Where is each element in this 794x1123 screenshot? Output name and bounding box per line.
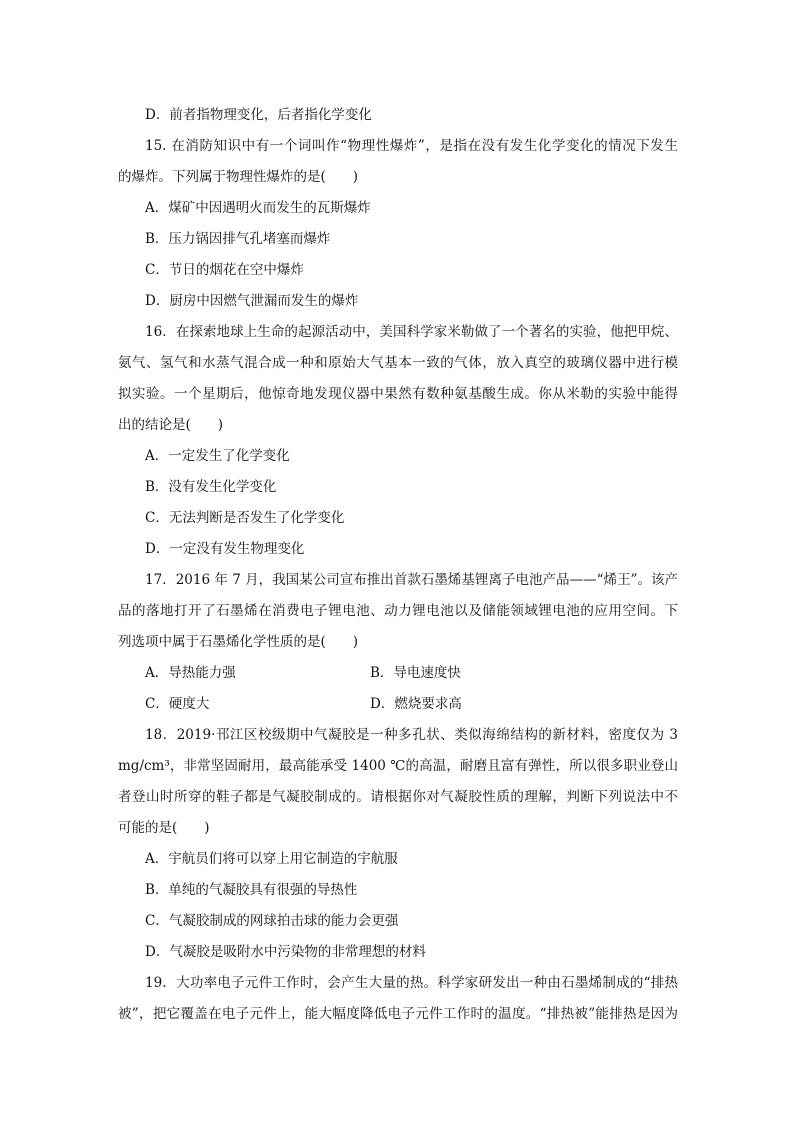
- q18-stem-line-4: 可能的是( ): [118, 820, 210, 836]
- q17-option-d: D．燃烧要求高: [370, 696, 462, 712]
- q18-stem-line-3: 者登山时所穿的鞋子都是气凝胶制成的。请根据你对气凝胶性质的理解，判断下列说法中不: [118, 789, 678, 805]
- q17-stem-line-3: 列选项中属于石墨烯化学性质的是( ): [118, 634, 359, 650]
- q19-stem-line-2: 被”，把它覆盖在电子元件上，能大幅度降低电子元件工作时的温度。“排热被”能排热是因为: [118, 1006, 678, 1022]
- q16-stem-line-3: 拟实验。一个星期后，他惊奇地发现仪器中果然有数种氨基酸生成。你从米勒的实验中能得: [118, 386, 678, 402]
- q15-stem-line-1: 15. 在消防知识中有一个词叫作“物理性爆炸”，是指在没有发生化学变化的情况下发生: [145, 138, 678, 154]
- q15-option-d: D．厨房中因燃气泄漏而发生的爆炸: [145, 293, 359, 309]
- q18-option-c: C．气凝胶制成的网球拍击球的能力会更强: [145, 913, 399, 929]
- q16-stem-line-4: 出的结论是( ): [118, 417, 224, 433]
- q18-option-a: A．宇航员们将可以穿上用它制造的宇航服: [145, 851, 398, 867]
- q17-stem-line-2: 品的落地打开了石墨烯在消费电子锂电池、动力锂电池以及储能领域锂电池的应用空间。下: [118, 603, 678, 619]
- q16-option-a: A．一定发生了化学变化: [145, 448, 290, 464]
- q18-option-b: B．单纯的气凝胶具有很强的导热性: [145, 882, 358, 898]
- q17-options-row-1: [118, 658, 678, 689]
- q15-option-a: A．煤矿中因遇明火而发生的瓦斯爆炸: [145, 200, 371, 216]
- q14-option-d: D．前者指物理变化，后者指化学变化: [145, 107, 372, 123]
- q17-stem-line-1: 17．2016 年 7 月，我国某公司宣布推出首款石墨烯基锂离子电池产品——“烯王”。该产: [145, 572, 678, 588]
- q15-option-b: B．压力锅因排气孔堵塞而爆炸: [145, 231, 331, 247]
- q18-option-d: D．气凝胶是吸附水中污染物的非常理想的材料: [145, 944, 426, 960]
- q18-stem-line-2: mg/cm³，非常坚固耐用，最高能承受 1400 ℃的高温，耐磨且富有弹性，所以很多职业登山: [118, 758, 678, 774]
- q16-stem-line-1: 16．在探索地球上生命的起源活动中，美国科学家米勒做了一个著名的实验，他把甲烷、: [145, 324, 678, 340]
- q18-stem-line-1: 18．2019·邗江区校级期中气凝胶是一种多孔状、类似海绵结构的新材料，密度仅为 3: [145, 727, 678, 743]
- q15-option-c: C．节日的烟花在空中爆炸: [145, 262, 304, 278]
- q16-option-b: B．没有发生化学变化: [145, 479, 277, 495]
- q17-option-a: A．导热能力强: [145, 665, 236, 681]
- page-content: [118, 100, 678, 1030]
- q17-option-b: B．导电速度快: [370, 665, 461, 681]
- q19-stem-line-1: 19．大功率电子元件工作时，会产生大量的热。科学家研发出一种由石墨烯制成的“排热: [145, 975, 678, 991]
- q17-options-row-2: [118, 689, 678, 720]
- q17-option-c: C．硬度大: [145, 696, 210, 712]
- q16-option-c: C．无法判断是否发生了化学变化: [145, 510, 345, 526]
- q15-stem-line-2: 的爆炸。下列属于物理性爆炸的是( ): [118, 169, 359, 185]
- q16-stem-line-2: 氨气、氢气和水蒸气混合成一种和原始大气基本一致的气体，放入真空的玻璃仪器中进行模: [118, 355, 678, 371]
- q16-option-d: D．一定没有发生物理变化: [145, 541, 305, 557]
